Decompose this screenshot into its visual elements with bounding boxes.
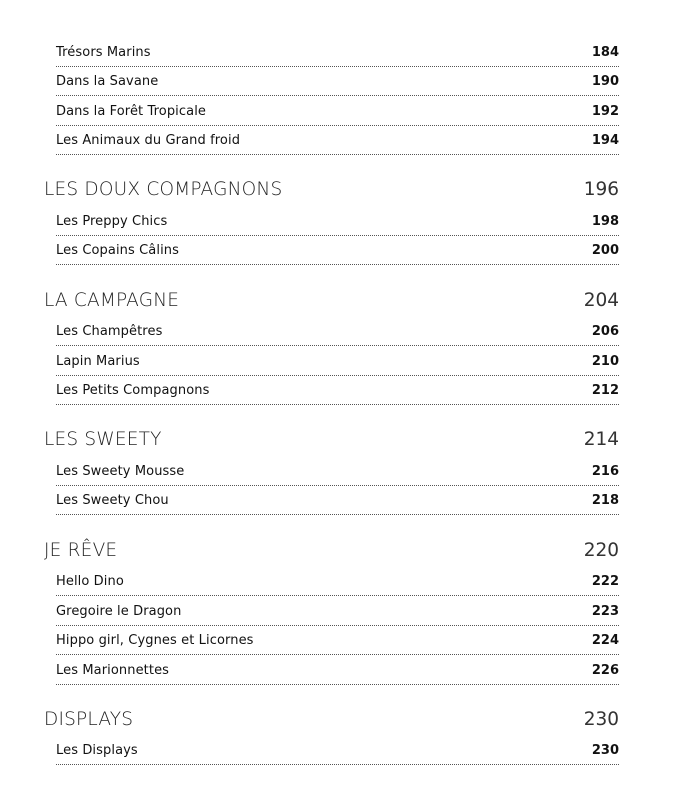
toc-entry-label: Trésors Marins bbox=[56, 45, 151, 60]
toc-entry-page: 210 bbox=[591, 354, 619, 369]
toc-entry-label: Hello Dino bbox=[56, 574, 124, 589]
toc-entry[interactable] bbox=[56, 625, 619, 655]
toc-entry-page: 198 bbox=[591, 214, 619, 229]
toc-entry-label: Hippo girl, Cygnes et Licornes bbox=[56, 633, 254, 648]
toc-section-page: 196 bbox=[583, 179, 619, 200]
toc-entry-page: 206 bbox=[591, 324, 619, 339]
toc-entry-page: 212 bbox=[591, 383, 619, 398]
toc-entry[interactable] bbox=[56, 456, 619, 486]
toc-entry-page: 222 bbox=[591, 574, 619, 589]
toc-entry-label: Les Animaux du Grand froid bbox=[56, 133, 241, 148]
toc-entry[interactable] bbox=[56, 96, 619, 126]
toc-section-title: LES SWEETY bbox=[44, 429, 162, 450]
toc-entry[interactable] bbox=[56, 735, 619, 765]
toc-entry[interactable] bbox=[56, 37, 619, 67]
toc-section-page: 230 bbox=[583, 709, 619, 730]
toc-entry-page: 200 bbox=[591, 243, 619, 258]
toc-entry-page: 223 bbox=[591, 604, 619, 619]
toc-entry-label: Dans la Savane bbox=[56, 74, 159, 89]
toc-entry-label: Les Marionnettes bbox=[56, 663, 170, 678]
toc-entry-label: Les Champêtres bbox=[56, 324, 163, 339]
toc-entry[interactable] bbox=[56, 66, 619, 96]
toc-entry[interactable] bbox=[56, 235, 619, 265]
toc-entry[interactable] bbox=[56, 206, 619, 236]
toc-entry[interactable] bbox=[56, 655, 619, 685]
toc-entry[interactable] bbox=[56, 125, 619, 155]
toc-entry-page: 184 bbox=[591, 45, 619, 60]
toc-entry[interactable] bbox=[56, 316, 619, 346]
toc-entry-label: Les Sweety Mousse bbox=[56, 464, 185, 479]
toc-entry[interactable] bbox=[56, 566, 619, 596]
toc-section-title: JE RÊVE bbox=[44, 540, 118, 561]
toc-section-title: LA CAMPAGNE bbox=[44, 290, 180, 311]
toc-entry-label: Les Petits Compagnons bbox=[56, 383, 210, 398]
toc-entry-page: 230 bbox=[591, 743, 619, 758]
toc-section-title: LES DOUX COMPAGNONS bbox=[44, 179, 283, 200]
toc-entry-page: 218 bbox=[591, 493, 619, 508]
toc-entry[interactable] bbox=[56, 375, 619, 405]
toc-section-page: 204 bbox=[583, 290, 619, 311]
toc-entry-label: Lapin Marius bbox=[56, 354, 140, 369]
toc-entry-page: 224 bbox=[591, 633, 619, 648]
toc-entry-page: 216 bbox=[591, 464, 619, 479]
toc-section-heading[interactable] bbox=[44, 420, 619, 450]
toc-entry-label: Les Displays bbox=[56, 743, 138, 758]
toc-entry-label: Les Preppy Chics bbox=[56, 214, 168, 229]
toc-section-heading[interactable] bbox=[44, 700, 619, 730]
toc-section-page: 214 bbox=[583, 429, 619, 450]
toc-entry-page: 194 bbox=[591, 133, 619, 148]
toc-entry-page: 190 bbox=[591, 74, 619, 89]
toc-entry[interactable] bbox=[56, 346, 619, 376]
toc-section-heading[interactable] bbox=[44, 531, 619, 561]
toc-section-heading[interactable] bbox=[44, 170, 619, 200]
toc-entry-label: Gregoire le Dragon bbox=[56, 604, 182, 619]
toc-section-page: 220 bbox=[583, 540, 619, 561]
toc-section-heading[interactable] bbox=[44, 281, 619, 311]
toc-entry-page: 226 bbox=[591, 663, 619, 678]
toc-section-title: DISPLAYS bbox=[44, 709, 134, 730]
toc-entry-label: Les Sweety Chou bbox=[56, 493, 169, 508]
toc-entry-label: Les Copains Câlins bbox=[56, 243, 180, 258]
toc-entry-label: Dans la Forêt Tropicale bbox=[56, 104, 207, 119]
toc-entry[interactable] bbox=[56, 596, 619, 626]
toc-entry[interactable] bbox=[56, 485, 619, 515]
toc-entry-page: 192 bbox=[591, 104, 619, 119]
